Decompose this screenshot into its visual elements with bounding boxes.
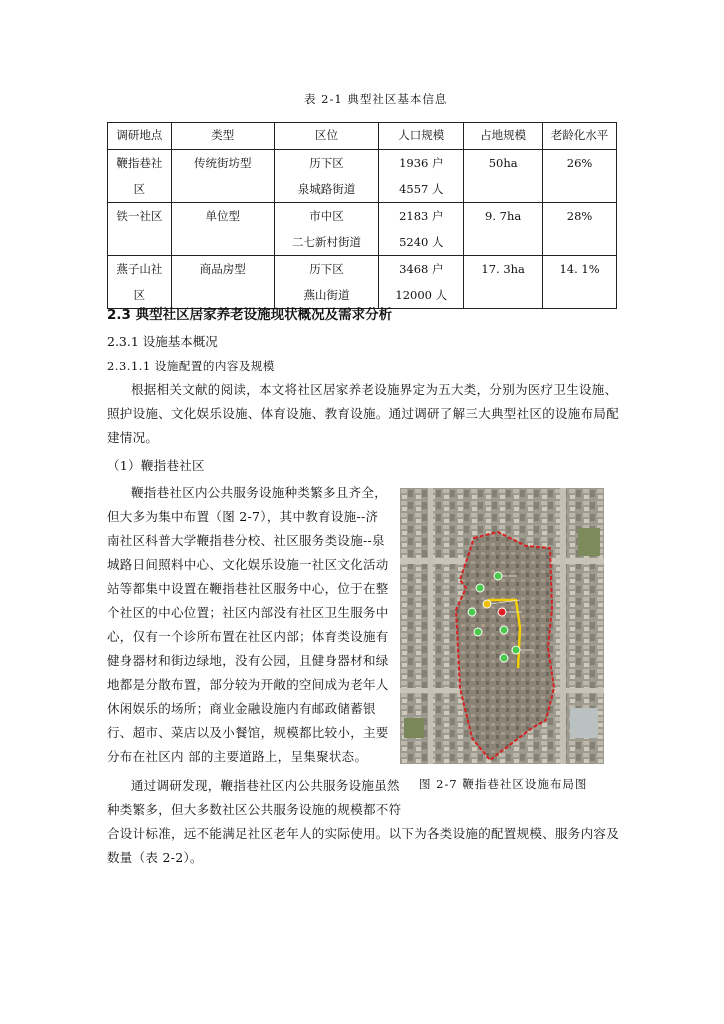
cell-type: 传统街坊型 [171,150,274,203]
paragraph-line: 个社区的中心位置；社区内部没有社区卫生服务中 [107,605,389,620]
paragraph-line: 健身器材和街边绿地，没有公园，且健身器材和绿 [107,653,389,668]
cell-location: 历下区 [309,156,344,170]
cell-population: 12000 人 [395,288,448,302]
section-heading-2-3-1: 2.3.1 设施基本概况 [107,334,218,349]
cell-place: 区 [133,288,146,302]
paragraph-line: 城路日间照料中心、文化娱乐设施一社区文化活动 [107,557,389,572]
cell-population: 4557 人 [399,182,444,196]
cell-aging: 14. 1% [543,256,617,309]
paragraph-line: 数量（表 2-2）。 [107,850,203,865]
facility-layout-map [400,488,604,764]
paragraph-line: 种类繁多，但大多数社区公共服务设施的规模都不符 [107,802,402,817]
paragraph-line: 但大多为集中布置（图 2-7），其中教育设施--济 [107,509,379,524]
cell-aging: 26% [543,150,617,203]
cell-area: 17. 3ha [464,256,543,309]
header-population: 人口规模 [379,123,464,150]
community-info-table [107,122,617,309]
cell-population: 5240 人 [399,235,444,249]
cell-aging: 28% [543,203,617,256]
aerial-map-image [400,488,604,764]
cell-location: 历下区 [309,262,344,276]
table-row [108,256,617,309]
cell-type: 商品房型 [171,256,274,309]
cell-population: 1936 户 [399,156,444,170]
section-heading-2-3-1-1: 2.3.1.1 设施配置的内容及规模 [107,359,275,373]
paragraph-line: 根据相关文献的阅读，本文将社区居家养老设施界定为五大类，分别为医疗卫生设施、 [131,382,618,397]
paragraph-line: 合设计标准，远不能满足社区老年人的实际使用。以下为各类设施的配置规模、服务内容及 [107,826,620,841]
figure-caption: 图 2-7 鞭指巷社区设施布局图 [419,777,588,791]
table-row [108,203,617,256]
paragraph-line: 建情况。 [107,430,159,445]
paragraph-line: 行、超市、菜店以及小餐馆，规模都比较小，主要 [107,725,389,740]
paragraph-line: 心，仅有一个诊所布置在社区内部；体育类设施有 [107,629,389,644]
cell-place: 鞭指巷社 [116,156,163,170]
table-caption: 表 2-1 典型社区基本信息 [304,92,448,106]
cell-location: 市中区 [309,209,344,223]
header-location: 区位 [274,123,379,150]
cell-location: 二七新村街道 [291,235,361,249]
subsection-heading: （1）鞭指巷社区 [107,458,205,473]
table-header-row [108,123,617,150]
cell-type: 单位型 [171,203,274,256]
paragraph-line: 休闲娱乐的场所；商业金融设施内有邮政储蓄银 [107,701,376,716]
cell-population: 2183 户 [399,209,444,223]
cell-area: 9. 7ha [464,203,543,256]
header-area: 占地规模 [464,123,543,150]
header-place: 调研地点 [108,123,172,150]
section-heading-2-3: 2.3 典型社区居家养老设施现状概况及需求分析 [107,307,393,323]
cell-area: 50ha [464,150,543,203]
header-type: 类型 [171,123,274,150]
cell-population: 3468 户 [399,262,444,276]
cell-place: 区 [133,182,146,196]
cell-place: 铁一社区 [108,203,172,256]
paragraph-line: 通过调研发现，鞭指巷社区内公共服务设施虽然 [131,778,400,793]
paragraph-line: 分布在社区内 部的主要道路上，呈集聚状态。 [107,749,368,764]
paragraph-line: 站等都集中设置在鞭指巷社区服务中心，位于在整 [107,581,389,596]
paragraph-line: 鞭指巷社区内公共服务设施种类繁多且齐全， [131,485,388,500]
paragraph-line: 地都是分散布置，部分较为开敞的空间成为老年人 [107,677,389,692]
paragraph-line: 南社区科普大学鞭指巷分校、社区服务类设施--泉 [107,533,385,548]
paragraph-line: 照护设施、文化娱乐设施、体育设施、教育设施。通过调研了解三大典型社区的设施布局配 [107,406,620,421]
cell-location: 泉城路街道 [297,182,356,196]
table-row [108,150,617,203]
cell-place: 燕子山社 [116,262,163,276]
header-aging: 老龄化水平 [543,123,617,150]
cell-location: 燕山街道 [303,288,350,302]
